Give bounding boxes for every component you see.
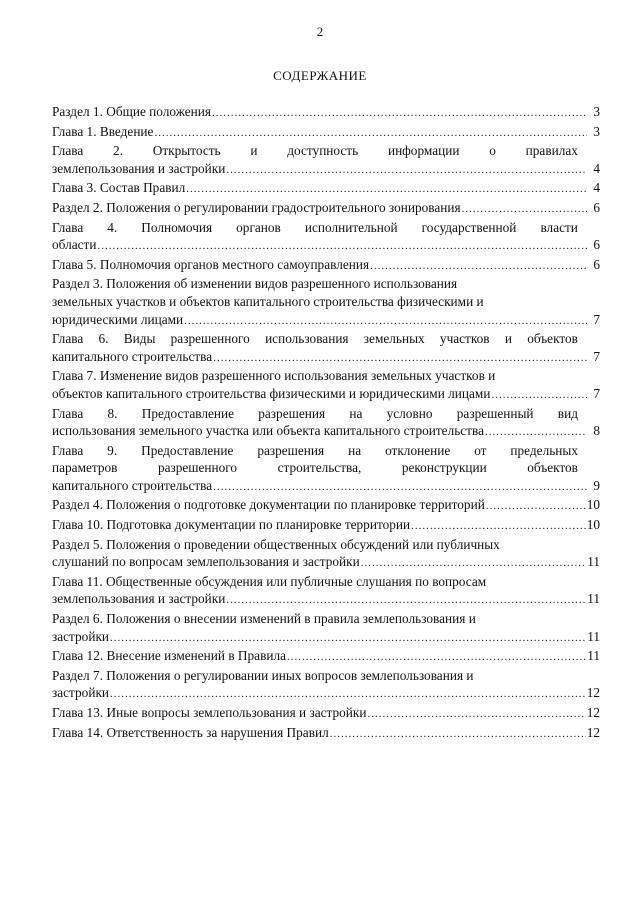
toc-entry[interactable] xyxy=(52,275,600,330)
toc-entry[interactable] xyxy=(52,219,600,256)
toc-leader-line xyxy=(52,348,600,368)
toc-page-number: 11 xyxy=(587,554,600,570)
toc-entry[interactable] xyxy=(52,573,600,610)
dot-leader xyxy=(367,706,585,724)
toc-entry[interactable] xyxy=(52,704,600,724)
toc-entry-title: капитального строительства xyxy=(52,348,213,364)
dot-leader xyxy=(226,592,586,610)
toc-leader-line xyxy=(52,647,600,667)
toc-entry[interactable] xyxy=(52,367,600,404)
toc-word: доступность xyxy=(287,143,359,159)
toc-word: Полномочия xyxy=(141,219,213,235)
toc-page-number: 7 xyxy=(593,311,600,327)
toc-word: объектов xyxy=(527,460,578,476)
toc-leader-line xyxy=(52,385,600,405)
toc-entry[interactable] xyxy=(52,496,600,516)
toc-entry[interactable] xyxy=(52,123,600,143)
toc-leader-line xyxy=(52,236,600,256)
toc-entry-line xyxy=(52,219,600,237)
toc-page-number: 12 xyxy=(586,724,600,740)
toc-word: реконструкции xyxy=(401,460,487,476)
toc-entry-title: Глава 13. Иные вопросы землепользования и застройки xyxy=(52,705,367,720)
dot-leader xyxy=(226,162,587,180)
toc-entry-title: Глава 10. Подготовка документации по планировке территории xyxy=(52,517,411,533)
toc-entry-line: Глава 11. Общественные обсуждения или публичные слушания по вопросам xyxy=(52,573,487,589)
toc-entry-title: Глава 12. Внесение изменений в Правила xyxy=(52,648,287,664)
toc-word: Виды xyxy=(123,331,156,347)
toc-leader-line xyxy=(52,311,600,331)
toc-word: строительства, xyxy=(277,460,362,476)
toc-entry-title: Глава 3. Состав Правил xyxy=(52,180,186,196)
toc-entry-title: землепользования и застройки xyxy=(52,160,226,176)
toc-entry[interactable] xyxy=(52,536,600,573)
toc-word: Глава xyxy=(52,331,84,347)
toc-entry-title: Раздел 1. Общие положения xyxy=(52,104,211,119)
toc-word: 8. xyxy=(107,405,118,421)
toc-entry-title: Раздел 4. Положения о подготовке документации по планировке территорий xyxy=(52,497,485,513)
dot-leader xyxy=(411,518,586,536)
toc-word: правилах xyxy=(525,143,578,159)
dot-leader xyxy=(491,387,587,405)
toc-entry[interactable] xyxy=(52,442,600,497)
dot-leader xyxy=(213,479,587,497)
dot-leader xyxy=(287,649,586,667)
toc-entry-line: Раздел 7. Положения о регулировании иных вопросов землепользования и xyxy=(52,667,474,683)
toc-entry-line: Раздел 6. Положения о внесении изменений в правила землепользования и xyxy=(52,611,476,627)
toc-entry-title: застройки xyxy=(52,685,110,701)
toc-word: 9. xyxy=(107,442,118,458)
toc-page-number: 7 xyxy=(593,385,600,401)
toc-word: разрешенный xyxy=(456,405,534,421)
toc-leader-line xyxy=(52,516,600,536)
toc-entry-line: земельных участков и объектов капитального строительства физическими и xyxy=(52,293,484,309)
toc-leader-line xyxy=(52,422,600,442)
toc-word: параметров xyxy=(52,460,118,476)
toc-word: информации xyxy=(387,143,460,159)
toc-page-number: 6 xyxy=(593,199,600,215)
table-of-contents xyxy=(52,103,600,743)
toc-word: отклонение xyxy=(385,442,451,458)
toc-word: условно xyxy=(386,405,433,421)
toc-page-number: 3 xyxy=(593,123,600,139)
dot-leader xyxy=(110,686,586,704)
toc-word: участков xyxy=(439,331,490,347)
toc-entry[interactable] xyxy=(52,256,600,276)
toc-entry-title: застройки xyxy=(52,628,110,644)
toc-word: государственной xyxy=(421,219,517,235)
toc-page-number: 11 xyxy=(587,591,600,607)
toc-word: исполнительной xyxy=(304,219,398,235)
toc-entry[interactable] xyxy=(52,142,600,179)
toc-word: Открытость xyxy=(152,143,221,159)
toc-entry-line xyxy=(52,142,600,160)
toc-word: разрешения xyxy=(257,442,325,458)
toc-page-number: 4 xyxy=(593,180,600,196)
toc-word: вид xyxy=(557,405,578,421)
toc-page-number: 6 xyxy=(593,237,600,253)
toc-entry[interactable] xyxy=(52,516,600,536)
dot-leader xyxy=(184,313,587,331)
dot-leader xyxy=(485,424,587,442)
toc-word: разрешенного xyxy=(157,460,238,476)
toc-word: Глава xyxy=(52,219,84,235)
toc-word: органов xyxy=(236,219,281,235)
page-number: 2 xyxy=(316,24,324,39)
toc-entry[interactable] xyxy=(52,199,600,219)
toc-page-number: 9 xyxy=(593,477,600,493)
toc-page-number: 12 xyxy=(586,705,600,720)
toc-word: земельных xyxy=(363,331,425,347)
toc-leader-line xyxy=(52,477,600,497)
toc-word: Глава xyxy=(52,143,84,159)
toc-entry-title: Глава 5. Полномочия органов местного самоуправления xyxy=(52,256,370,272)
toc-entry[interactable] xyxy=(52,647,600,667)
toc-word: от xyxy=(474,442,487,458)
toc-entry-line: Глава 7. Изменение видов разрешенного использования земельных участков и xyxy=(52,368,496,384)
toc-entry-title: Глава 1. Введение xyxy=(52,123,154,139)
toc-entry[interactable] xyxy=(52,405,600,442)
toc-entry-line: Раздел 3. Положения об изменении видов разрешенного использования xyxy=(52,276,458,292)
toc-page-number: 6 xyxy=(593,256,600,272)
toc-leader-line xyxy=(52,590,600,610)
toc-entry-title: использования земельного участка или объекта капитального строительства xyxy=(52,423,484,439)
toc-entry-line: Раздел 5. Положения о проведении общественных обсуждений или публичных xyxy=(52,536,500,552)
toc-entry-line xyxy=(52,405,600,423)
toc-word: использования xyxy=(265,331,349,347)
dot-leader xyxy=(462,201,587,219)
toc-page-number: 3 xyxy=(593,104,600,119)
toc-page-number: 8 xyxy=(593,423,600,439)
toc-entry-title: области xyxy=(52,237,97,253)
toc-entry-line xyxy=(52,459,600,477)
toc-entry-title: землепользования и застройки xyxy=(52,591,226,607)
dot-leader xyxy=(213,350,587,368)
dot-leader xyxy=(212,105,587,123)
toc-leader-line xyxy=(52,684,600,704)
toc-word: на xyxy=(348,442,362,458)
toc-word: Предоставление xyxy=(141,405,234,421)
toc-word: и xyxy=(504,331,512,347)
toc-entry-title: Раздел 2. Положения о регулировании градостроительного зонирования xyxy=(52,199,461,215)
toc-entry-line xyxy=(52,442,600,460)
toc-page-number: 4 xyxy=(593,160,600,176)
dot-leader xyxy=(97,238,587,256)
dot-leader xyxy=(186,181,587,199)
toc-leader-line xyxy=(52,123,600,143)
toc-entry-title: слушаний по вопросам землепользования и застройки xyxy=(52,554,360,570)
dot-leader xyxy=(370,258,587,276)
toc-word: разрешенного xyxy=(170,331,250,347)
toc-word: Предоставление xyxy=(141,442,234,458)
toc-leader-line xyxy=(52,160,600,180)
dot-leader xyxy=(361,555,586,573)
toc-entry-title: объектов капитального строительства физическими и юридическими лицами xyxy=(52,385,491,401)
toc-word: 2. xyxy=(113,143,123,159)
toc-leader-line xyxy=(52,199,600,219)
toc-entry[interactable] xyxy=(52,610,600,647)
toc-entry[interactable] xyxy=(52,330,600,367)
toc-leader-line xyxy=(52,628,600,648)
toc-page-number: 7 xyxy=(593,348,600,364)
toc-word: предельных xyxy=(510,442,578,458)
toc-entry[interactable] xyxy=(52,103,600,123)
toc-word: разрешения xyxy=(258,405,326,421)
toc-leader-line xyxy=(52,256,600,276)
toc-word: о xyxy=(489,143,496,159)
toc-entry-title: Глава 14. Ответственность за нарушения Правил xyxy=(52,724,329,740)
dot-leader xyxy=(110,630,586,648)
toc-leader-line xyxy=(52,553,600,573)
toc-page-number: 10 xyxy=(586,517,600,533)
toc-word: Глава xyxy=(52,405,84,421)
toc-entry-title: капитального строительства xyxy=(52,477,213,493)
toc-leader-line xyxy=(52,103,600,123)
dot-leader xyxy=(330,726,586,744)
toc-leader-line xyxy=(52,724,600,744)
toc-entry-line xyxy=(52,330,600,348)
toc-leader-line xyxy=(52,704,600,724)
toc-word: 6. xyxy=(98,331,109,347)
toc-word: власти xyxy=(540,219,578,235)
toc-page-number: 12 xyxy=(586,685,600,701)
toc-word: Глава xyxy=(52,442,84,458)
toc-entry-title: юридическими лицами xyxy=(52,311,184,327)
toc-page-number: 10 xyxy=(586,497,600,513)
toc-word: объектов xyxy=(527,331,578,347)
toc-page-number: 11 xyxy=(587,648,600,664)
toc-entry[interactable] xyxy=(52,724,600,744)
toc-word: и xyxy=(250,143,258,159)
dot-leader xyxy=(486,498,586,516)
toc-entry[interactable] xyxy=(52,667,600,704)
toc-page-number: 11 xyxy=(587,628,600,644)
toc-word: 4. xyxy=(107,219,118,235)
dot-leader xyxy=(154,125,587,143)
toc-word: на xyxy=(349,405,363,421)
toc-entry[interactable] xyxy=(52,179,600,199)
page-title: СОДЕРЖАНИЕ xyxy=(273,68,367,83)
toc-leader-line xyxy=(52,179,600,199)
toc-leader-line xyxy=(52,496,600,516)
